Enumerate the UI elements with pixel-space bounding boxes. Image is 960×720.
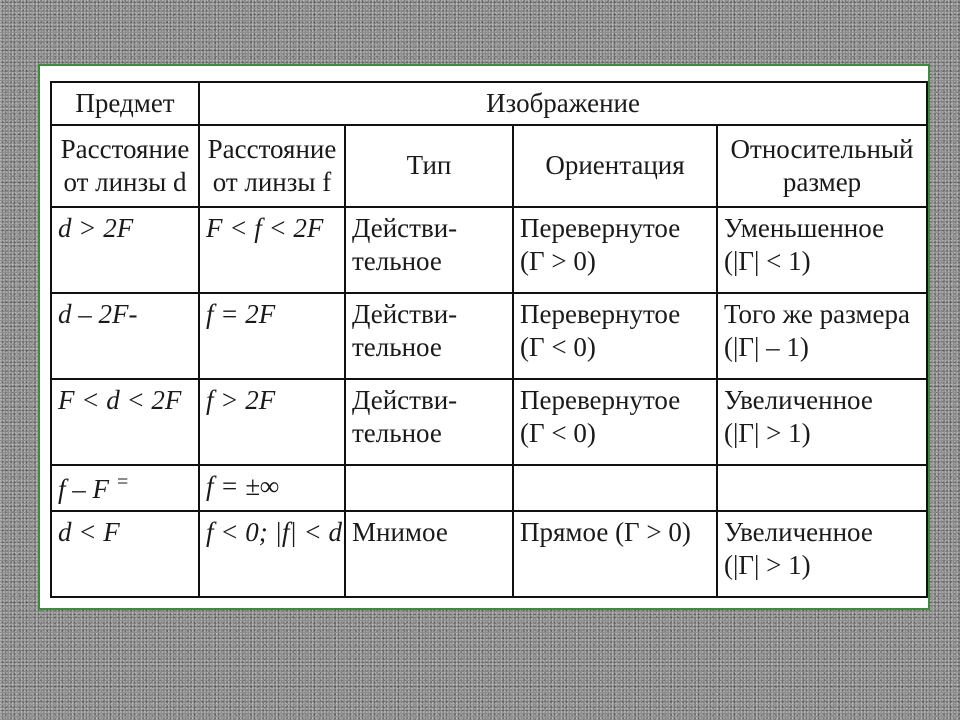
cell-size bbox=[717, 207, 927, 293]
table-row bbox=[51, 207, 927, 293]
cell-image-distance bbox=[199, 379, 345, 465]
cell-size bbox=[717, 465, 927, 511]
row3-size-line2: (|Г| > 1) bbox=[724, 417, 811, 448]
row5-size-line1: Увеличенное bbox=[724, 516, 873, 547]
cell-orientation bbox=[513, 511, 717, 597]
subheader-type: Тип bbox=[345, 125, 513, 207]
cell-type bbox=[345, 293, 513, 379]
row1-d: d > 2F bbox=[58, 212, 134, 243]
cell-type bbox=[345, 465, 513, 511]
row3-size-line1: Увеличенное bbox=[724, 384, 873, 415]
row2-orientation-line2: (Г < 0) bbox=[520, 331, 596, 362]
slide-panel bbox=[38, 64, 930, 610]
row5-d: d < F bbox=[58, 516, 120, 547]
row2-type-line1: Действи- bbox=[352, 298, 458, 329]
subheader-distance-f bbox=[199, 125, 345, 207]
cell-orientation bbox=[513, 379, 717, 465]
subheader-orientation: Ориентация bbox=[513, 125, 717, 207]
row3-f: f > 2F bbox=[206, 384, 276, 415]
row3-d: F < d < 2F bbox=[58, 384, 182, 415]
row5-f: f < 0; |f| < d bbox=[206, 516, 343, 547]
row3-orientation-line1: Перевернутое bbox=[520, 384, 681, 415]
table-row bbox=[51, 379, 927, 465]
cell-image-distance bbox=[199, 207, 345, 293]
row2-f: f = 2F bbox=[206, 298, 276, 329]
subheader-relative-size-line2: размер bbox=[782, 166, 862, 197]
row4-d: f – F bbox=[58, 473, 109, 504]
header-image: Изображение bbox=[199, 82, 927, 125]
cell-orientation bbox=[513, 293, 717, 379]
row5-size-line2: (|Г| > 1) bbox=[724, 549, 811, 580]
header-object: Предмет bbox=[51, 82, 199, 125]
table-row bbox=[51, 293, 927, 379]
subheader-distance-f-line1: Расстояние bbox=[207, 134, 337, 164]
cell-size bbox=[717, 379, 927, 465]
row1-size-line1: Уменьшенное bbox=[724, 212, 885, 243]
row1-type-line1: Действи- bbox=[352, 212, 458, 243]
row1-f: F < f < 2F bbox=[206, 212, 324, 243]
subheader-distance-d bbox=[51, 125, 199, 207]
row5-orientation: Прямое (Г > 0) bbox=[520, 516, 691, 547]
row2-d: d – 2F- bbox=[58, 298, 138, 329]
row3-orientation-line2: (Г < 0) bbox=[520, 417, 596, 448]
row2-orientation-line1: Перевернутое bbox=[520, 298, 681, 329]
subheader-relative-size-line1: Относительный bbox=[730, 134, 914, 164]
cell-object-distance bbox=[51, 511, 199, 597]
cell-type bbox=[345, 207, 513, 293]
subheader-distance-f-line2: от линзы f bbox=[212, 166, 332, 197]
cell-object-distance bbox=[51, 465, 199, 511]
table-row bbox=[51, 465, 927, 511]
row3-type-line2: тельное bbox=[352, 417, 442, 448]
subheader-row bbox=[51, 125, 927, 207]
row1-orientation-line2: (Г > 0) bbox=[520, 245, 596, 276]
row3-type-line1: Действи- bbox=[352, 384, 458, 415]
cell-type bbox=[345, 511, 513, 597]
subheader-distance-d-line1: Расстояние bbox=[60, 134, 190, 164]
cell-type bbox=[345, 379, 513, 465]
cell-image-distance bbox=[199, 293, 345, 379]
table-row bbox=[51, 511, 927, 597]
row4-d-mark: = bbox=[117, 470, 129, 493]
cell-orientation bbox=[513, 207, 717, 293]
header-row bbox=[51, 82, 927, 125]
cell-size bbox=[717, 293, 927, 379]
row2-type-line2: тельное bbox=[352, 331, 442, 362]
cell-image-distance bbox=[199, 465, 345, 511]
subheader-distance-d-line2: от линзы d bbox=[63, 166, 187, 197]
cell-image-distance bbox=[199, 511, 345, 597]
subheader-relative-size bbox=[717, 125, 927, 207]
cell-object-distance bbox=[51, 379, 199, 465]
row4-f: f = ±∞ bbox=[206, 470, 280, 501]
cell-object-distance bbox=[51, 207, 199, 293]
row1-type-line2: тельное bbox=[352, 245, 442, 276]
row5-type: Мнимое bbox=[352, 516, 448, 547]
cell-orientation bbox=[513, 465, 717, 511]
cell-object-distance bbox=[51, 293, 199, 379]
row1-size-line2: (|Г| < 1) bbox=[724, 245, 811, 276]
row2-size-line1: Того же размера bbox=[724, 298, 910, 329]
cell-size bbox=[717, 511, 927, 597]
row2-size-line2: (|Г| – 1) bbox=[724, 331, 809, 362]
lens-image-table bbox=[50, 81, 928, 598]
row1-orientation-line1: Перевернутое bbox=[520, 212, 681, 243]
